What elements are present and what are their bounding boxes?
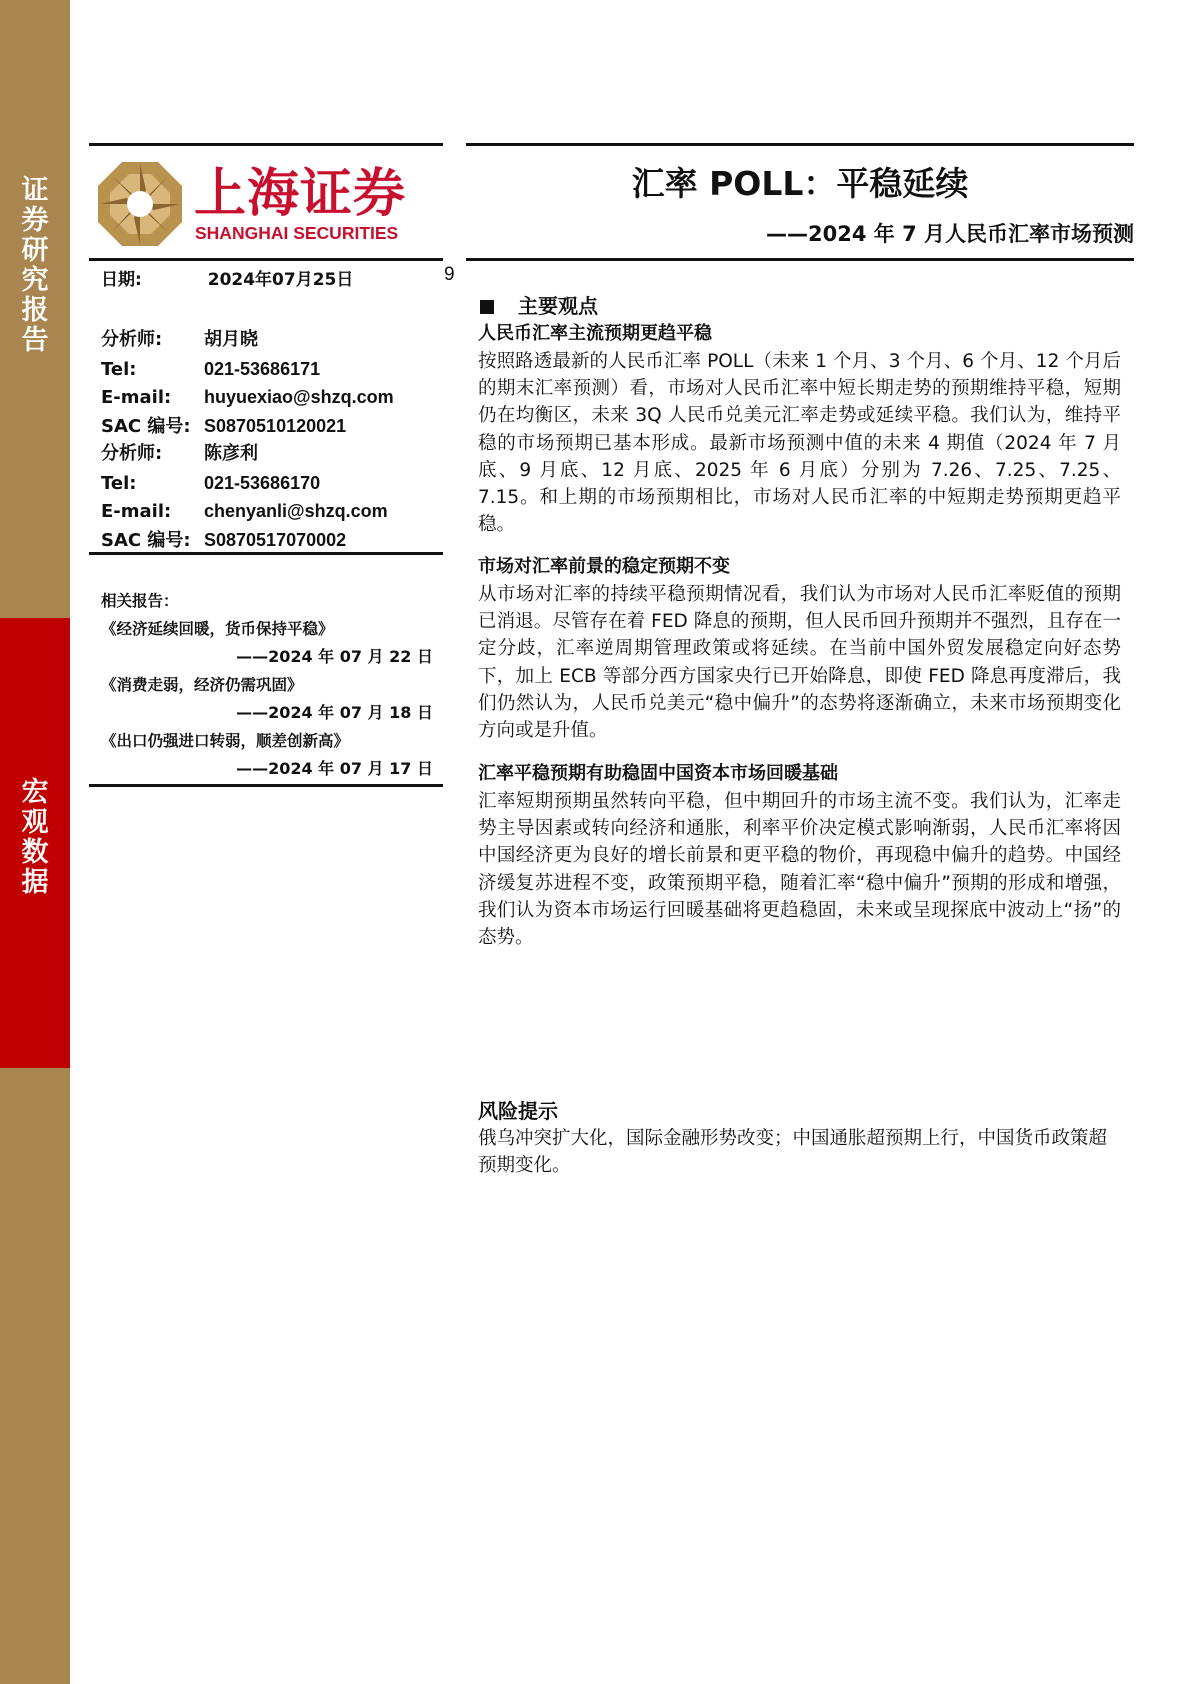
risk-section — [478, 1097, 1121, 1179]
report-subtitle: ——2024 年 7 月人民币汇率市场预测 — [766, 222, 1134, 246]
analyst-info — [101, 326, 441, 554]
analyst-sac: S0870510120021 — [204, 415, 347, 436]
analyst-label: 分析师: — [101, 329, 163, 350]
analyst-email: huyuexiao@shzq.com — [204, 387, 394, 407]
email-label: E-mail: — [101, 501, 172, 522]
key-points-title: 主要观点 — [518, 294, 598, 318]
section-body: 汇率短期预期虽然转向平稳，但中期回升的市场主流不变。我们认为，汇率走势主导因素或转向经济和通胀，利率平价决定模式影响渐弱，人民币汇率将因中国经济更为良好的增长前景和更平稳的物价，再现稳中偏升的趋势。中国经济缓复苏进程不变，政策预期平稳，随着汇率“稳中偏升”预期的形成和增强，我们认为资本市场运行回暖基础将更趋稳固，未来或呈现探底中波动上“扬”的态势。 — [478, 791, 1121, 949]
section-title: 汇率平稳预期有助稳固中国资本市场回暖基础 — [478, 763, 838, 784]
analyst-label: 分析师: — [101, 443, 163, 464]
report-title: 汇率 POLL：平稳延续 — [631, 164, 969, 203]
related-report-title[interactable]: 《出口仍强进口转弱，顺差创新高》 — [101, 732, 350, 750]
section-3 — [478, 760, 1121, 951]
section-body: 从市场对汇率的持续平稳预期情况看，我们认为市场对人民币汇率贬值的预期已消退。尽管存在着 FED 降息的预期，但人民币回升预期并不强烈，且存在一定分歧，汇率逆周期管理政策或将延续。在当前中国外贸发展稳定向好态势下，加上 ECB 等部分西方国家央行已开始降息，即使 FED 降息再度滞后，我们仍然认为，人民币兑美元“稳中偏升”的态势将逐渐确立，未来市场预期变化方向或是升值。 — [478, 584, 1121, 742]
page-marker: 9 — [444, 264, 455, 285]
analyst-name: 胡月晓 — [204, 329, 258, 350]
side-band-bottom — [0, 1068, 70, 1684]
related-report-title[interactable]: 《消费走弱，经济仍需巩固》 — [101, 676, 303, 694]
brand-name-cn: 上海证券 — [194, 164, 407, 224]
report-category-char: 观 — [21, 807, 49, 838]
right-top-rule — [466, 143, 1134, 146]
tel-label: Tel: — [101, 358, 137, 380]
report-type-char: 研 — [21, 235, 49, 266]
report-category-char: 据 — [21, 867, 49, 898]
report-type-char: 究 — [21, 265, 49, 296]
brand-name-en: SHANGHAI SECURITIES — [195, 223, 399, 243]
email-label: E-mail: — [101, 387, 172, 408]
report-category-char: 数 — [21, 837, 49, 868]
tel-label: Tel: — [101, 472, 137, 494]
report-type-char: 证 — [21, 175, 49, 206]
date-value: 2024年07月25日 — [207, 270, 354, 290]
report-type-label — [0, 176, 70, 356]
right-header-rule — [466, 258, 1134, 261]
related-report-title[interactable]: 《经济延续回暖，货币保持平稳》 — [101, 620, 334, 638]
shanghai-securities-logo-icon — [96, 160, 184, 248]
analyst-name: 陈彦利 — [204, 443, 258, 464]
analyst-tel: 021-53686170 — [204, 472, 321, 493]
left-top-rule — [89, 143, 443, 146]
key-points-heading — [478, 292, 1121, 320]
related-report-date: ——2024 年 07 月 22 日 — [236, 647, 433, 666]
related-bottom-rule — [89, 784, 443, 787]
related-report-date: ——2024 年 07 月 17 日 — [236, 759, 433, 778]
sac-label: SAC 编号: — [101, 529, 191, 551]
report-type-char: 告 — [21, 325, 49, 356]
analyst-sac: S0870517070002 — [204, 529, 347, 550]
report-type-char: 报 — [21, 295, 49, 326]
report-category-char: 宏 — [21, 777, 49, 808]
section-body: 按照路透最新的人民币汇率 POLL（未来 1 个月、3 个月、6 个月、12 个月后的期末汇率预测）看，市场对人民币汇率中短长期走势的预期维持平稳，短期仍在均衡区，未来 3Q 人民币兑美元汇率走势或延续平稳。我们认为，维持平稳的市场预期已基本形成。最新市场预测中值的未来 4 期值（2024 年 7 月底、9 月底、12 月底、2025 年 6 月底）分别为 7.26、7.25、7.25、7.15。和上期的市场预期相比，市场对人民币汇率的中短期走势预期更趋平稳。 — [478, 351, 1122, 536]
section-2 — [478, 553, 1121, 744]
related-report-date: ——2024 年 07 月 18 日 — [236, 703, 433, 722]
sac-label: SAC 编号: — [101, 415, 191, 437]
date-row — [101, 266, 441, 295]
left-header-rule — [89, 258, 443, 261]
section-title: 人民币汇率主流预期更趋平稳 — [478, 323, 712, 344]
section-1 — [478, 320, 1121, 538]
date-label: 日期: — [101, 270, 142, 290]
analyst-tel: 021-53686171 — [204, 358, 321, 379]
section-title: 市场对汇率前景的稳定预期不变 — [478, 556, 730, 577]
bullet-square-icon — [480, 300, 494, 314]
report-type-char: 券 — [21, 205, 49, 236]
report-category-label — [0, 778, 70, 898]
related-reports-heading: 相关报告： — [101, 592, 179, 610]
risk-title: 风险提示 — [478, 1099, 558, 1123]
related-reports — [101, 587, 433, 783]
risk-body: 俄乌冲突扩大化，国际金融形势改变；中国通胀超预期上行，中国货币政策超预期变化。 — [478, 1128, 1108, 1177]
analyst-email: chenyanli@shzq.com — [204, 501, 388, 521]
